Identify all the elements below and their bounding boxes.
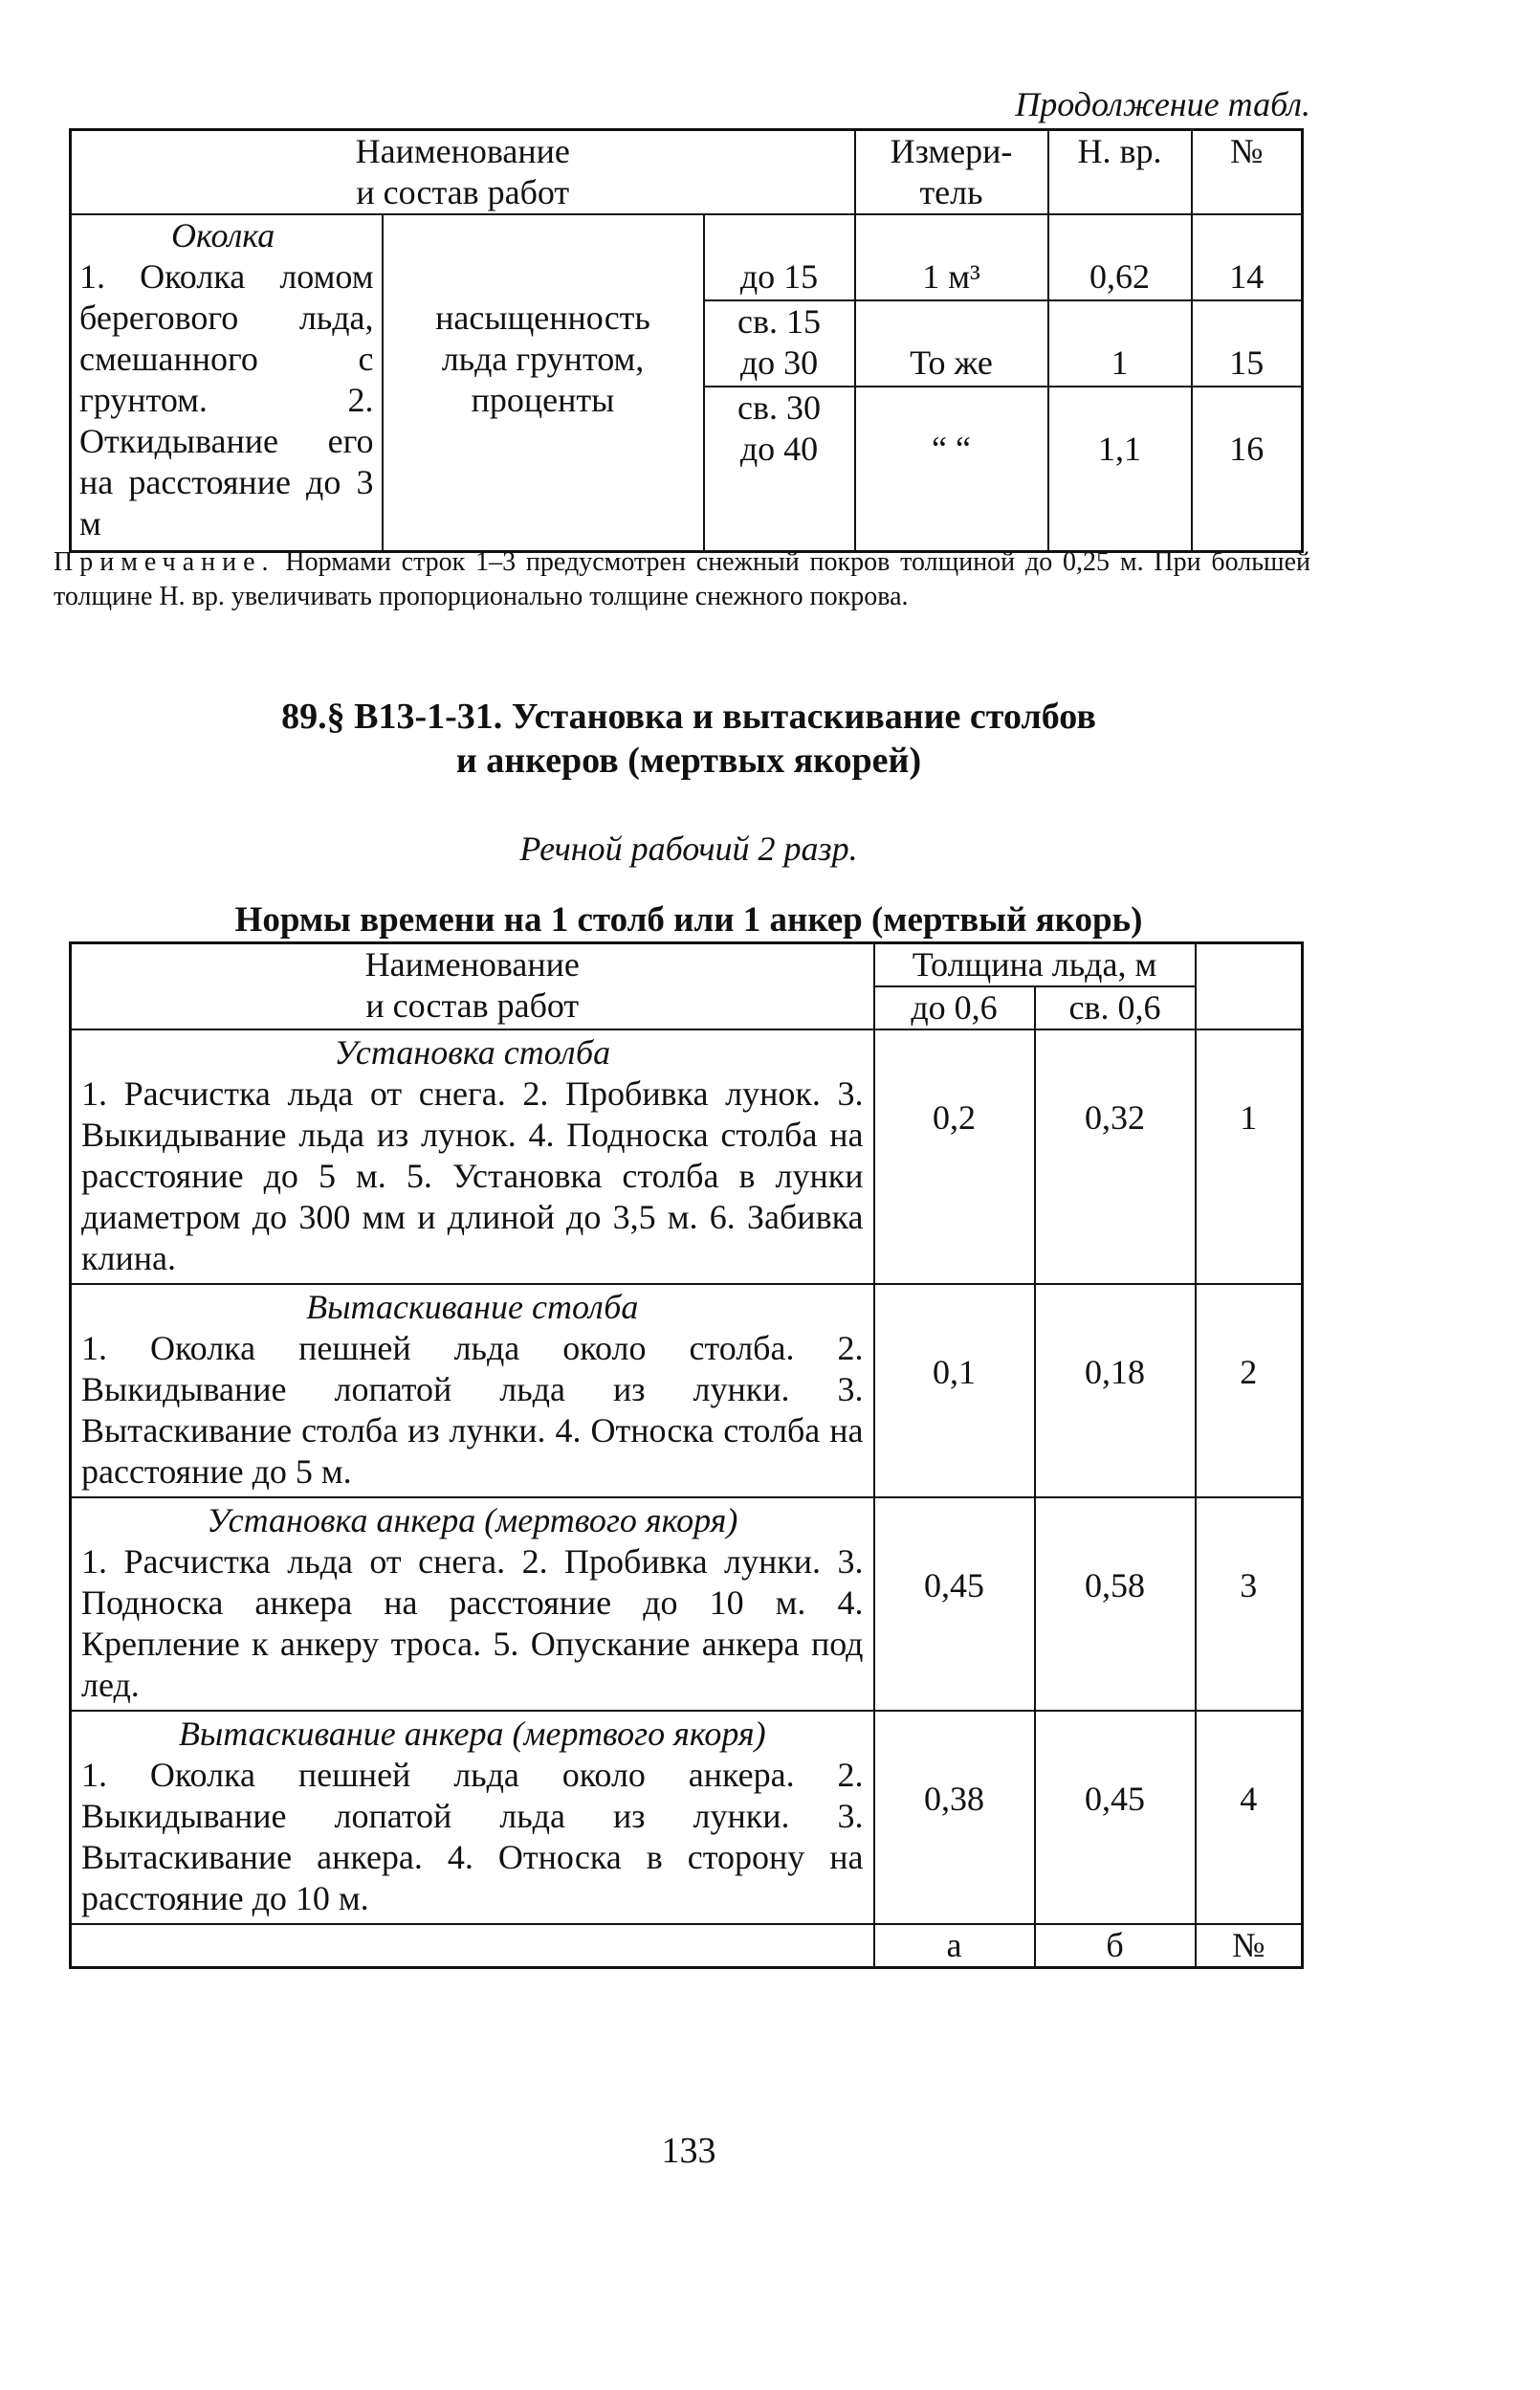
header-col-a: до 0,6: [874, 986, 1035, 1029]
table-footer: [71, 1924, 1303, 1968]
footer-number: №: [1196, 1924, 1303, 1968]
table-row: [71, 1284, 1303, 1497]
range-3-line2: до 40: [739, 430, 819, 468]
header-name: [71, 130, 855, 215]
parameter-line1: насыщенность: [435, 299, 650, 337]
parameter-cell: [383, 214, 704, 552]
number-cell-1: 14: [1192, 214, 1303, 300]
header-measure-line2: тель: [919, 173, 983, 211]
row-1-text: 1. Расчистка льда от снега. 2. Пробивка лунок. 3. Выкидывание льда из лунок. 4. Подноска столба на расстояние до 5 м. 5. Установка столба в лунки диаметром до 300 мм и длиной до 3,5 м. 6. Забивка клина.: [81, 1074, 864, 1277]
header-measure: [855, 130, 1048, 215]
number-cell-2: 15: [1192, 300, 1303, 387]
measure-cell-2: То же: [855, 300, 1048, 387]
row-4-number: 4: [1196, 1711, 1303, 1924]
header-norm: Н. вр.: [1048, 130, 1192, 215]
work-description: [71, 214, 383, 552]
header-thickness: Толщина льда, м: [874, 943, 1196, 987]
table-note: [54, 545, 1310, 614]
row-4-value-b: 0,45: [1035, 1711, 1196, 1924]
row-1-description: [71, 1029, 874, 1284]
range-1-line2: до 15: [739, 257, 819, 296]
worker-grade: Речной рабочий 2 разр.: [519, 830, 858, 868]
row-3-title: Установка анкера (мертвого якоря): [207, 1501, 738, 1539]
page-number: 133: [661, 2131, 716, 2171]
row-3-value-b: 0,58: [1035, 1497, 1196, 1711]
row-1-value-b: 0,32: [1035, 1029, 1196, 1284]
table-row: [71, 1711, 1303, 1924]
row-2-value-b: 0,18: [1035, 1284, 1196, 1497]
header-col-b: св. 0,6: [1035, 986, 1196, 1029]
header-measure-line1: Измери-: [890, 132, 1013, 170]
table-ice-chipping: [69, 128, 1304, 553]
row-1-number: 1: [1196, 1029, 1303, 1284]
row-4-text: 1. Околка пешней льда около анкера. 2. Выкидывание лопатой льда из лунки. 3. Вытаскивание анкера. 4. Относка в сторону на расстояние до 10 м.: [81, 1756, 864, 1917]
norms-title: Нормы времени на 1 столб или 1 анкер (мертвый якорь): [234, 900, 1143, 940]
norm-cell-2: 1: [1048, 300, 1192, 387]
table-posts-anchors: [69, 941, 1304, 1969]
range-cell-2: [704, 300, 855, 387]
parameter-line2: льда грунтом,: [441, 340, 645, 378]
header-name-line2: и состав работ: [356, 173, 570, 211]
measure-cell-1: 1 м³: [855, 214, 1048, 300]
table-row: [71, 1029, 1303, 1284]
footer-col-b: б: [1035, 1924, 1196, 1968]
measure-cell-3: “ “: [855, 387, 1048, 552]
row-3-description: [71, 1497, 874, 1711]
norm-cell-1: 0,62: [1048, 214, 1192, 300]
row-4-description: [71, 1711, 874, 1924]
row-4-value-a: 0,38: [874, 1711, 1035, 1924]
row-2-number: 2: [1196, 1284, 1303, 1497]
range-cell-3: [704, 387, 855, 552]
header-name: [71, 943, 874, 1030]
number-cell-3: 16: [1192, 387, 1303, 552]
footer-blank: [71, 1924, 874, 1968]
note-label: Примечание.: [54, 547, 275, 577]
table-row: [71, 1497, 1303, 1711]
continuation-label: Продолжение табл.: [1015, 85, 1310, 123]
footer-col-a: а: [874, 1924, 1035, 1968]
norm-cell-3: 1,1: [1048, 387, 1192, 552]
row-1-value-a: 0,2: [874, 1029, 1035, 1284]
section-title-line2: и анкеров (мертвых якорей): [455, 741, 922, 781]
header-number-blank: [1196, 943, 1303, 1030]
header-name-line1: Наименование: [364, 945, 580, 984]
header-name-line2: и состав работ: [365, 986, 580, 1025]
section-title-line1: 89.§ В13-1-31. Установка и вытаскивание столбов: [281, 697, 1096, 737]
row-3-number: 3: [1196, 1497, 1303, 1711]
section-title: [0, 695, 1377, 783]
row-2-title: Вытаскивание столба: [306, 1288, 639, 1326]
row-3-value-a: 0,45: [874, 1497, 1035, 1711]
range-2-line2: до 30: [739, 343, 819, 382]
row-2-text: 1. Околка пешней льда около столба. 2. Выкидывание лопатой льда из лунки. 3. Вытаскивание столба из лунки. 4. Относка столба на расстояние до 5 м.: [81, 1329, 864, 1491]
parameter-line3: проценты: [471, 381, 615, 419]
row-4-title: Вытаскивание анкера (мертвого якоря): [178, 1715, 766, 1753]
header-number: №: [1192, 130, 1303, 215]
header-name-line1: Наименование: [355, 132, 570, 170]
work-title: Околка: [171, 216, 275, 254]
row-3-text: 1. Расчистка льда от снега. 2. Пробивка лунки. 3. Подноска анкера на расстояние до 10 м. 4. Крепление к анкеру троса. 5. Опускание анкера под лед.: [81, 1542, 864, 1704]
row-2-description: [71, 1284, 874, 1497]
row-1-title: Установка столба: [334, 1033, 611, 1072]
row-2-value-a: 0,1: [874, 1284, 1035, 1497]
note-text: Нормами строк 1–3 предусмотрен снежный покров толщиной до 0,25 м. При большей толщине Н. вр. увеличивать пропорционально толщине снежного покрова.: [54, 547, 1310, 611]
range-3-line1: св. 30: [737, 388, 821, 427]
range-2-line1: св. 15: [737, 302, 821, 341]
work-text: 1. Околка ломом берегового льда, смешанного с грунтом. 2. Откидывание его на расстояние до 3 м: [79, 257, 374, 542]
range-cell-1: [704, 214, 855, 300]
